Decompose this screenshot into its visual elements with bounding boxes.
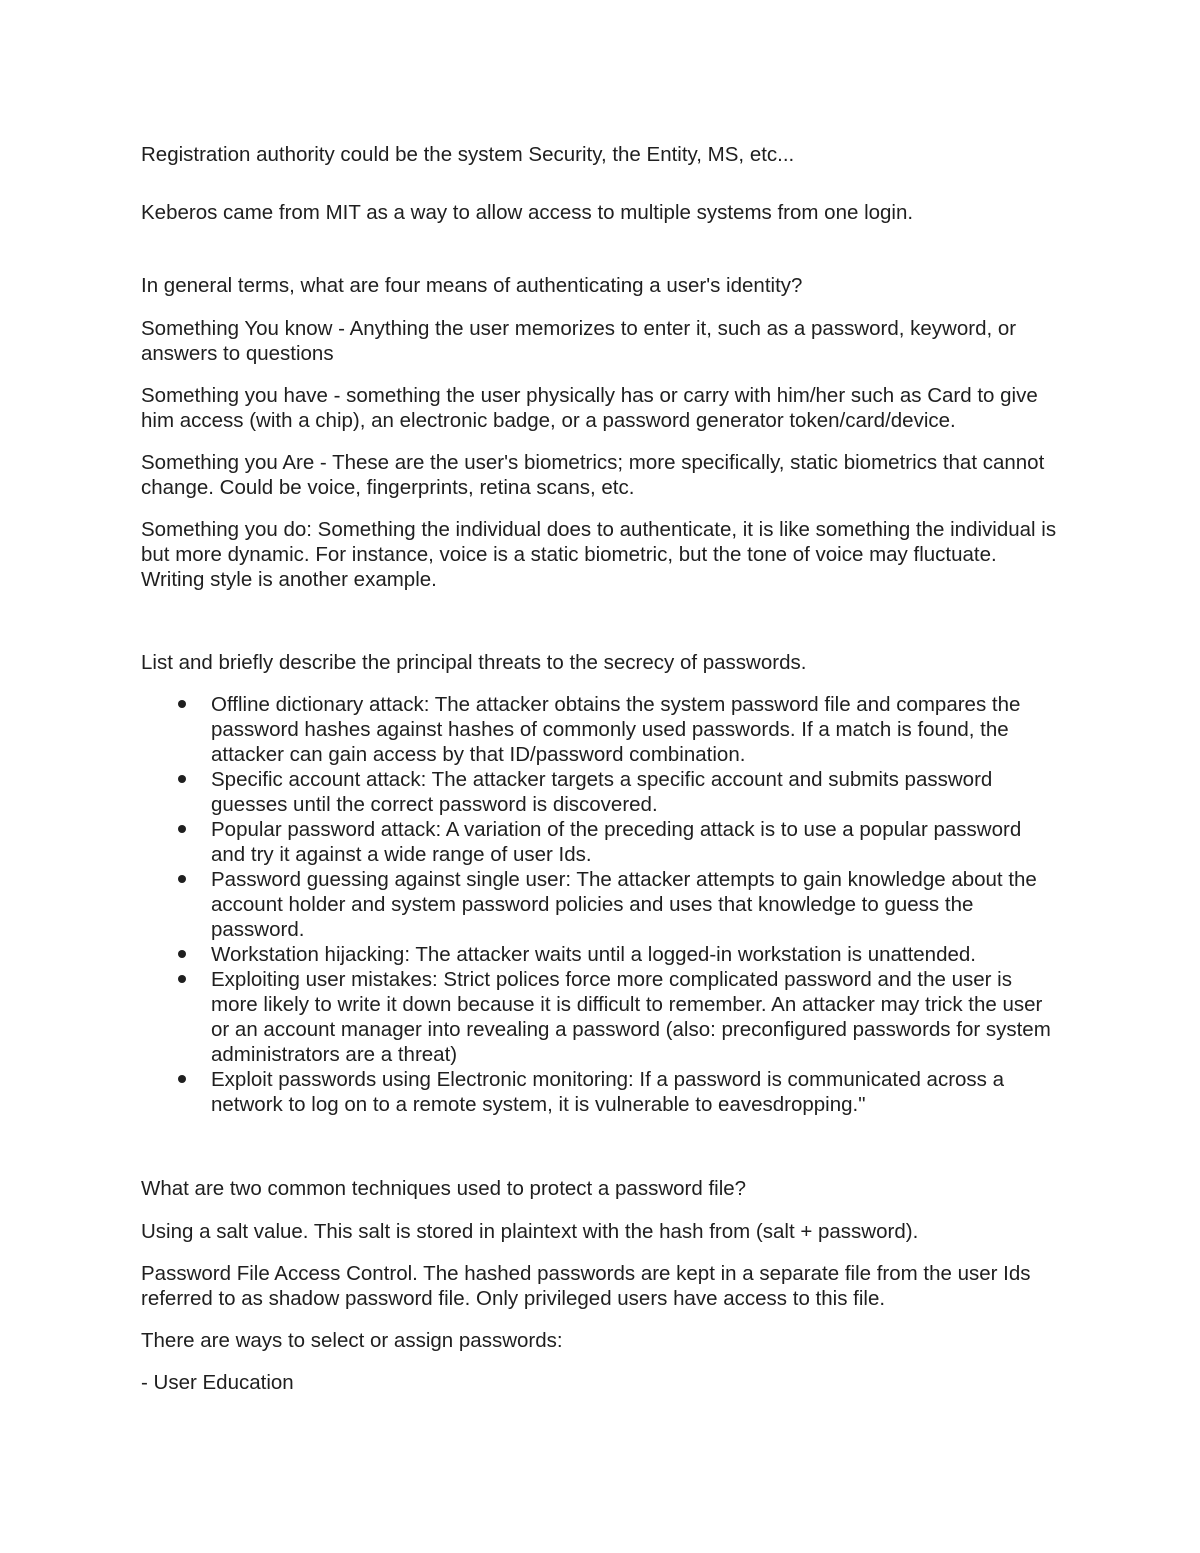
answer-access-control: Password File Access Control. The hashed passwords are kept in a separate file from the user Ids referred to as shadow password file. Only privileged users have access to this file. <box>141 1262 1031 1310</box>
question-password-threats: List and briefly describe the principal threats to the secrecy of passwords. <box>141 651 807 674</box>
threat-offline-dictionary: Offline dictionary attack: The attacker obtains the system password file and compares the password hashes against hashes of commonly used passwords. If a match is found, the attacker can gain access by that ID/password combination. <box>211 693 1021 766</box>
list-item <box>211 942 1061 967</box>
list-item <box>211 692 1061 767</box>
document-body <box>141 142 1061 1395</box>
threat-electronic-monitoring: Exploit passwords using Electronic monitoring: If a password is communicated across a network to log on to a remote system, it is vulnerable to eavesdropping." <box>211 1068 1005 1116</box>
answer-something-you-are: Something you Are - These are the user's biometrics; more specifically, static biometrics that cannot change. Could be voice, fingerprints, retina scans, etc. <box>141 451 1045 499</box>
question-authentication-means: In general terms, what are four means of authenticating a user's identity? <box>141 274 803 297</box>
threat-popular-password: Popular password attack: A variation of the preceding attack is to use a popular password and try it against a wide range of user Ids. <box>211 818 1022 866</box>
intro-registration-authority: Registration authority could be the system Security, the Entity, MS, etc... <box>141 143 795 166</box>
answer-something-you-do: Something you do: Something the individual does to authenticate, it is like something the individual is but more dynamic. For instance, voice is a static biometric, but the tone of voice may fluctuate. Writing style is another example. <box>141 518 1057 591</box>
list-item <box>211 867 1061 942</box>
bullet-icon <box>178 700 186 708</box>
list-item <box>211 767 1061 817</box>
threat-user-mistakes: Exploiting user mistakes: Strict polices force more complicated password and the user is more likely to write it down because it is difficult to remember. An attacker may trick the user or an account manager into revealing a password (also: preconfigured passwords for system administrators are a threat) <box>211 968 1051 1066</box>
list-item <box>211 817 1061 867</box>
ways-to-select-passwords: There are ways to select or assign passwords: <box>141 1329 563 1352</box>
bullet-icon <box>178 875 186 883</box>
threat-specific-account: Specific account attack: The attacker targets a specific account and submits password guesses until the correct password is discovered. <box>211 768 993 816</box>
list-item <box>211 967 1061 1067</box>
threat-workstation-hijacking: Workstation hijacking: The attacker waits until a logged-in workstation is unattended. <box>211 943 976 966</box>
bullet-icon <box>178 825 186 833</box>
answer-something-you-have: Something you have - something the user physically has or carry with him/her such as Card to give him access (with a chip), an electronic badge, or a password generator token/card/device. <box>141 384 1038 432</box>
user-education: - User Education <box>141 1371 294 1394</box>
threat-password-guessing: Password guessing against single user: The attacker attempts to gain knowledge about the account holder and system password policies and uses that knowledge to guess the password. <box>211 868 1037 941</box>
bullet-icon <box>178 775 186 783</box>
bullet-icon <box>178 1075 186 1083</box>
bullet-icon <box>178 950 186 958</box>
intro-kerberos: Keberos came from MIT as a way to allow access to multiple systems from one login. <box>141 201 914 224</box>
list-item <box>211 1067 1061 1117</box>
question-protect-password-file: What are two common techniques used to protect a password file? <box>141 1177 747 1200</box>
answer-something-you-know: Something You know - Anything the user memorizes to enter it, such as a password, keyword, or answers to questions <box>141 317 1017 365</box>
answer-salt-value: Using a salt value. This salt is stored in plaintext with the hash from (salt + password). <box>141 1220 919 1243</box>
threats-list <box>141 692 1061 1117</box>
bullet-icon <box>178 975 186 983</box>
